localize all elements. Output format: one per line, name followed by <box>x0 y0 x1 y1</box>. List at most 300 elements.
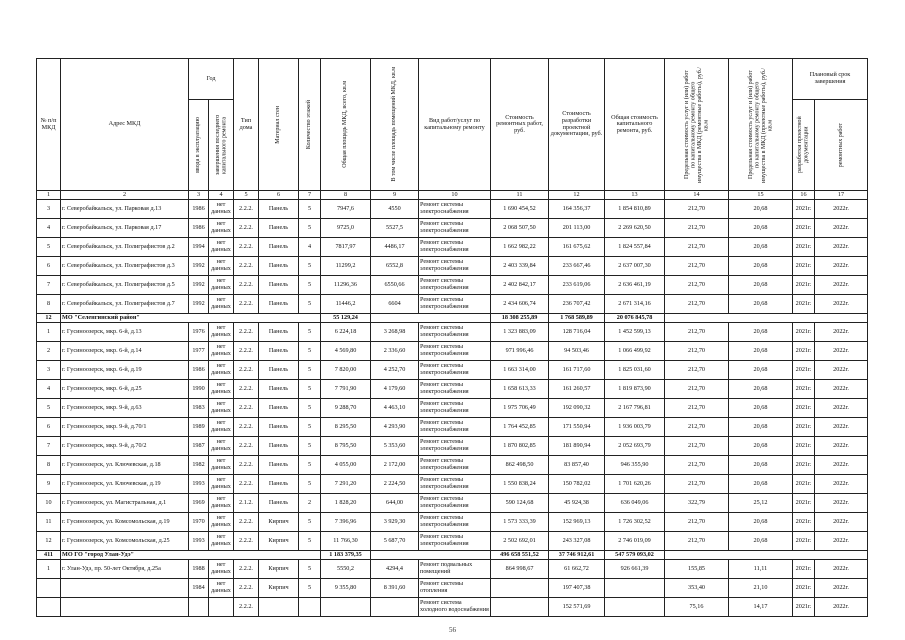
table-row <box>37 456 868 475</box>
table-cell: 212,70 <box>665 475 729 494</box>
table-cell: 20,68 <box>729 532 793 551</box>
table-cell: 644,00 <box>371 494 419 513</box>
table-cell: 2 636 461,19 <box>605 276 665 295</box>
table-cell: Панель <box>259 342 299 361</box>
table-cell: 9 288,70 <box>321 399 371 418</box>
table-cell: 1 975 706,49 <box>491 399 549 418</box>
table-row <box>37 579 868 598</box>
table-cell: нет данных <box>209 295 234 314</box>
table-cell: 322,79 <box>665 494 729 513</box>
table-cell: 4 <box>37 380 61 399</box>
table-cell <box>371 598 419 617</box>
table-cell: 2022г. <box>815 437 868 456</box>
table-cell: 212,70 <box>665 238 729 257</box>
table-cell: 2.2.2. <box>234 200 259 219</box>
table-cell: Панель <box>259 494 299 513</box>
table-cell: 2022г. <box>815 276 868 295</box>
table-cell: 2.2.2. <box>234 295 259 314</box>
table-cell: 1976 <box>189 323 209 342</box>
table-cell: 128 716,04 <box>549 323 605 342</box>
table-cell <box>37 579 61 598</box>
table-cell: 2 <box>299 494 321 513</box>
table-cell: 11 <box>37 513 61 532</box>
column-number-row <box>37 191 868 200</box>
table-cell: 20,68 <box>729 437 793 456</box>
subtotal-area: 1 183 379,35 <box>321 551 371 560</box>
table-cell: нет данных <box>209 342 234 361</box>
table-cell: Панель <box>259 323 299 342</box>
table-cell: 862 498,50 <box>491 456 549 475</box>
table-cell: Кирпич <box>259 560 299 579</box>
table-cell: 6 <box>37 418 61 437</box>
table-cell: 2021г. <box>793 342 815 361</box>
column-number: 10 <box>419 191 491 200</box>
table-cell: г. Гусиноозерск, мкр. 9-й, д.70/2 <box>61 437 189 456</box>
table-cell: 25,12 <box>729 494 793 513</box>
table-cell: 1984 <box>189 579 209 598</box>
table-cell: 5 <box>299 295 321 314</box>
table-cell: 4 463,10 <box>371 399 419 418</box>
table-row <box>37 532 868 551</box>
table-cell: 4486,17 <box>371 238 419 257</box>
table-cell: 2022г. <box>815 579 868 598</box>
table-cell: 164 356,37 <box>549 200 605 219</box>
table-cell: 2022г. <box>815 257 868 276</box>
column-number: 4 <box>209 191 234 200</box>
column-number: 8 <box>321 191 371 200</box>
table-cell: Ремонт системы электроснабжения <box>419 257 491 276</box>
table-cell: 12 <box>37 532 61 551</box>
table-cell: 5 <box>299 276 321 295</box>
table-cell: 2.2.2. <box>234 342 259 361</box>
table-cell: 155,85 <box>665 560 729 579</box>
header-house-type: Тип дома <box>234 59 259 191</box>
table-cell: 2022г. <box>815 560 868 579</box>
table-cell: 2 068 507,50 <box>491 219 549 238</box>
table-cell: Ремонт подвальных помещений <box>419 560 491 579</box>
column-number: 1 <box>37 191 61 200</box>
table-cell: 21,10 <box>729 579 793 598</box>
subtotal-row <box>37 314 868 323</box>
table-cell: 8 391,60 <box>371 579 419 598</box>
table-cell: 5 <box>299 560 321 579</box>
table-cell: нет данных <box>209 361 234 380</box>
table-cell: Ремонт системы электроснабжения <box>419 513 491 532</box>
table-cell: 20,68 <box>729 418 793 437</box>
table-cell: 192 090,32 <box>549 399 605 418</box>
table-cell: 2021г. <box>793 560 815 579</box>
table-cell: 2022г. <box>815 456 868 475</box>
table-cell: 5 353,60 <box>371 437 419 456</box>
table-cell: 243 327,08 <box>549 532 605 551</box>
table-cell: 5 <box>299 532 321 551</box>
table-cell: 2 052 693,79 <box>605 437 665 456</box>
table-cell <box>37 598 61 617</box>
column-number: 11 <box>491 191 549 200</box>
table-row <box>37 342 868 361</box>
table-cell: 2.2.2. <box>234 560 259 579</box>
column-number: 9 <box>371 191 419 200</box>
table-cell: 150 782,02 <box>549 475 605 494</box>
table-cell: 4 055,00 <box>321 456 371 475</box>
table-cell: 212,70 <box>665 380 729 399</box>
table-cell: 1986 <box>189 200 209 219</box>
subtotal-repair: 496 658 551,52 <box>491 551 549 560</box>
table-row <box>37 295 868 314</box>
subtotal-total: 20 076 845,78 <box>605 314 665 323</box>
table-cell: 212,70 <box>665 200 729 219</box>
table-cell: 1986 <box>189 361 209 380</box>
table-cell: 2.2.2. <box>234 238 259 257</box>
table-cell: Панель <box>259 219 299 238</box>
table-row <box>37 219 868 238</box>
header-planned-group: Плановый срок завершения <box>793 59 868 100</box>
table-row <box>37 200 868 219</box>
table-cell: 1 663 314,00 <box>491 361 549 380</box>
table-cell: Панель <box>259 257 299 276</box>
table-cell: 2022г. <box>815 513 868 532</box>
table-row <box>37 418 868 437</box>
table-cell: Панель <box>259 361 299 380</box>
table-cell: 4550 <box>371 200 419 219</box>
table-cell: 1993 <box>189 475 209 494</box>
table-cell: 152 969,13 <box>549 513 605 532</box>
table-cell: 45 924,38 <box>549 494 605 513</box>
table-cell: 161 675,62 <box>549 238 605 257</box>
subtotal-name: МО "Селенгинский район" <box>61 314 321 323</box>
header-floors: Количество этажей <box>299 59 321 191</box>
table-cell: 1 701 620,26 <box>605 475 665 494</box>
table-cell: г. Северобайкальск, ул. Парковая д.17 <box>61 219 189 238</box>
column-number: 7 <box>299 191 321 200</box>
table-cell: г. Гусиноозерск, мкр. 6-й, д.13 <box>61 323 189 342</box>
table-cell: 2 269 620,50 <box>605 219 665 238</box>
table-cell: 20,68 <box>729 380 793 399</box>
table-cell <box>491 598 549 617</box>
table-cell: 7 396,96 <box>321 513 371 532</box>
table-cell: 2022г. <box>815 295 868 314</box>
table-cell: 212,70 <box>665 513 729 532</box>
column-number: 15 <box>729 191 793 200</box>
table-cell: 1 452 599,13 <box>605 323 665 342</box>
table-cell: 201 113,00 <box>549 219 605 238</box>
table-cell: нет данных <box>209 579 234 598</box>
table-cell: 2022г. <box>815 598 868 617</box>
table-cell: 5 <box>299 456 321 475</box>
header-planned-design: разработки проектной документации <box>793 100 815 191</box>
header-num: № п/п МКД <box>37 59 61 191</box>
table-cell: 1986 <box>189 219 209 238</box>
table-cell: 353,40 <box>665 579 729 598</box>
table-cell: 2021г. <box>793 219 815 238</box>
table-cell: 2.1.2. <box>234 494 259 513</box>
table-cell: 7 291,20 <box>321 475 371 494</box>
table-cell: 20,68 <box>729 513 793 532</box>
table-cell: 2.2.2. <box>234 513 259 532</box>
table-cell: 7 <box>37 276 61 295</box>
table-cell: г. Северобайкальск, ул. Полиграфистов д.3 <box>61 257 189 276</box>
table-cell: 2022г. <box>815 238 868 257</box>
table-cell: 5 <box>299 257 321 276</box>
column-number: 2 <box>61 191 189 200</box>
table-cell: Ремонт системы электроснабжения <box>419 295 491 314</box>
table-cell: Ремонт системы отопления <box>419 579 491 598</box>
table-cell: Ремонт системы электроснабжения <box>419 494 491 513</box>
header-address: Адрес МКД <box>61 59 189 191</box>
table-cell: Панель <box>259 437 299 456</box>
table-cell: 3 <box>37 200 61 219</box>
table-cell: нет данных <box>209 399 234 418</box>
table-cell: Панель <box>259 380 299 399</box>
table-row <box>37 475 868 494</box>
table-cell: 20,68 <box>729 295 793 314</box>
table-cell: 20,68 <box>729 276 793 295</box>
table-cell: 2021г. <box>793 323 815 342</box>
table-cell: нет данных <box>209 456 234 475</box>
table-cell: 2021г. <box>793 513 815 532</box>
table-cell <box>491 579 549 598</box>
table-cell: 2021г. <box>793 418 815 437</box>
table-cell: 5550,2 <box>321 560 371 579</box>
table-cell: 4 569,80 <box>321 342 371 361</box>
table-cell: 2 403 339,84 <box>491 257 549 276</box>
table-cell: 5 <box>299 380 321 399</box>
table-cell: 2 <box>37 342 61 361</box>
table-cell: 1 825 031,60 <box>605 361 665 380</box>
table-row <box>37 513 868 532</box>
table-cell: 152 571,69 <box>549 598 605 617</box>
table-cell: 971 996,46 <box>491 342 549 361</box>
table-cell: 1 854 810,89 <box>605 200 665 219</box>
table-cell: 20,68 <box>729 257 793 276</box>
table-cell: нет данных <box>209 200 234 219</box>
table-cell: 2.2.2. <box>234 437 259 456</box>
table-cell: 6552,8 <box>371 257 419 276</box>
table-cell: 1977 <box>189 342 209 361</box>
table-cell: Панель <box>259 200 299 219</box>
table-cell: 2021г. <box>793 456 815 475</box>
table-row <box>37 380 868 399</box>
table-cell: 2021г. <box>793 475 815 494</box>
table-cell: 1 323 883,09 <box>491 323 549 342</box>
header-total-cost: Общая стоимость капитального ремонта, руб. <box>605 59 665 191</box>
table-cell: 212,70 <box>665 257 729 276</box>
table-cell: 212,70 <box>665 399 729 418</box>
table-cell: 1992 <box>189 276 209 295</box>
column-number: 3 <box>189 191 209 200</box>
table-cell: 212,70 <box>665 342 729 361</box>
table-row <box>37 494 868 513</box>
table-cell: Ремонт системы электроснабжения <box>419 437 491 456</box>
table-cell: 1 819 873,90 <box>605 380 665 399</box>
table-cell: г. Улан-Удэ, пр. 50-лет Октября, д.25а <box>61 560 189 579</box>
table-cell: 3 929,30 <box>371 513 419 532</box>
header-year-group: Год <box>189 59 234 100</box>
table-cell: 5 <box>37 399 61 418</box>
table-cell: 5 <box>299 200 321 219</box>
header-repair-cost: Стоимость ремонтных работ, руб. <box>491 59 549 191</box>
table-cell: 7 791,90 <box>321 380 371 399</box>
table-cell: г. Северобайкальск, ул. Полиграфистов д.2 <box>61 238 189 257</box>
table-cell: Ремонт системы электроснабжения <box>419 342 491 361</box>
table-cell: 94 503,46 <box>549 342 605 361</box>
table-cell: 2 172,00 <box>371 456 419 475</box>
table-cell: г. Гусиноозерск, ул. Комсомольская, д.25 <box>61 532 189 551</box>
table-cell: 2021г. <box>793 579 815 598</box>
table-cell: 1 066 499,92 <box>605 342 665 361</box>
table-row <box>37 361 868 380</box>
table-cell: 2021г. <box>793 361 815 380</box>
table-cell: 2 502 692,01 <box>491 532 549 551</box>
table-cell: 2022г. <box>815 399 868 418</box>
table-cell: 1970 <box>189 513 209 532</box>
header-works: Вид работ/услуг по капитальному ремонту <box>419 59 491 191</box>
table-cell: 20,68 <box>729 219 793 238</box>
table-cell: 2 224,50 <box>371 475 419 494</box>
header-wall-material: Материал стен <box>259 59 299 191</box>
table-cell: 2.2.2. <box>234 418 259 437</box>
table-cell: 2.2.2. <box>234 380 259 399</box>
table-cell: 1969 <box>189 494 209 513</box>
table-cell: г. Гусиноозерск, мкр. 9-й, д.70/1 <box>61 418 189 437</box>
table-cell: 1 550 838,24 <box>491 475 549 494</box>
table-cell: 14,17 <box>729 598 793 617</box>
table-cell: 2.2.2. <box>234 579 259 598</box>
table-cell: 212,70 <box>665 323 729 342</box>
table-cell: 1 <box>37 560 61 579</box>
table-cell: 233 619,06 <box>549 276 605 295</box>
table-row <box>37 560 868 579</box>
table-cell <box>299 598 321 617</box>
table-row <box>37 399 868 418</box>
table-cell: 2 746 019,09 <box>605 532 665 551</box>
table-cell: 2.2.2. <box>234 532 259 551</box>
subtotal-num: 411 <box>37 551 61 560</box>
table-cell: нет данных <box>209 238 234 257</box>
table-cell: Ремонт системы электроснабжения <box>419 418 491 437</box>
table-cell: 2021г. <box>793 598 815 617</box>
table-cell: 5 <box>299 361 321 380</box>
table-cell <box>605 598 665 617</box>
table-cell: 2022г. <box>815 532 868 551</box>
table-cell: 1983 <box>189 399 209 418</box>
table-cell: 2021г. <box>793 399 815 418</box>
table-cell: нет данных <box>209 380 234 399</box>
table-cell: Панель <box>259 456 299 475</box>
table-cell: 8 795,50 <box>321 437 371 456</box>
table-cell: 20,68 <box>729 456 793 475</box>
table-cell: 20,68 <box>729 361 793 380</box>
table-cell: Панель <box>259 475 299 494</box>
column-number: 16 <box>793 191 815 200</box>
table-cell: 236 707,42 <box>549 295 605 314</box>
table-cell: 5 <box>299 475 321 494</box>
table-cell: 1993 <box>189 532 209 551</box>
table-row <box>37 257 868 276</box>
table-cell: 2022г. <box>815 494 868 513</box>
table-cell: г. Гусиноозерск, ул. Ключевская, д.18 <box>61 456 189 475</box>
table-cell: 11299,2 <box>321 257 371 276</box>
table-cell: 2.2.2. <box>234 598 259 617</box>
table-cell: 5 <box>299 513 321 532</box>
table-cell: 2 637 007,30 <box>605 257 665 276</box>
table-cell: 2 434 606,74 <box>491 295 549 314</box>
table-cell: 2.2.2. <box>234 257 259 276</box>
subtotal-repair: 18 308 255,89 <box>491 314 549 323</box>
table-cell: 2022г. <box>815 323 868 342</box>
table-cell: 8 <box>37 295 61 314</box>
table-cell: Ремонт системы электроснабжения <box>419 276 491 295</box>
table-row <box>37 238 868 257</box>
table-cell: 1 690 454,52 <box>491 200 549 219</box>
table-cell: 1 573 333,39 <box>491 513 549 532</box>
table-cell: 2021г. <box>793 295 815 314</box>
subtotal-num: 12 <box>37 314 61 323</box>
table-cell: 2.2.2. <box>234 323 259 342</box>
repair-register-table <box>36 58 868 617</box>
table-cell: 926 661,39 <box>605 560 665 579</box>
table-cell <box>189 598 209 617</box>
table-cell: 4 293,90 <box>371 418 419 437</box>
table-cell: г. Гусиноозерск, ул. Комсомольская, д.19 <box>61 513 189 532</box>
table-cell: 61 662,72 <box>549 560 605 579</box>
header-residential-area: В том числе площадь помещений МКД, кв.м <box>371 59 419 191</box>
table-cell: 2021г. <box>793 200 815 219</box>
table-cell: 1 828,20 <box>321 494 371 513</box>
table-cell: г. Северобайкальск, ул. Парковая д.13 <box>61 200 189 219</box>
table-cell: 20,68 <box>729 200 793 219</box>
table-cell: 5 <box>299 418 321 437</box>
table-cell: г. Гусиноозерск, мкр. 6-й, д.25 <box>61 380 189 399</box>
table-cell: 212,70 <box>665 456 729 475</box>
table-cell: 171 550,94 <box>549 418 605 437</box>
table-cell: 11296,36 <box>321 276 371 295</box>
table-cell: 5 <box>299 399 321 418</box>
header-total-area: Общая площадь МКД, всего, кв.м <box>321 59 371 191</box>
table-cell: 3 <box>37 361 61 380</box>
table-cell: 5 <box>299 342 321 361</box>
table-cell: 1992 <box>189 295 209 314</box>
table-cell: 2 671 314,16 <box>605 295 665 314</box>
table-cell: нет данных <box>209 513 234 532</box>
table-cell: 864 998,67 <box>491 560 549 579</box>
table-cell: 4 <box>37 219 61 238</box>
table-cell: Панель <box>259 276 299 295</box>
table-cell: 2.2.2. <box>234 276 259 295</box>
table-cell: Кирпич <box>259 532 299 551</box>
table-cell: 2021г. <box>793 532 815 551</box>
table-cell: 6 <box>37 257 61 276</box>
table-cell: 636 049,06 <box>605 494 665 513</box>
table-cell: г. Гусиноозерск, мкр. 9-й, д.63 <box>61 399 189 418</box>
table-cell: 4 <box>299 238 321 257</box>
table-cell: 5 <box>37 238 61 257</box>
table-cell: 10 <box>37 494 61 513</box>
table-cell: 181 890,94 <box>549 437 605 456</box>
table-cell: 2 167 796,81 <box>605 399 665 418</box>
table-body <box>37 200 868 617</box>
table-cell: 2.2.2. <box>234 456 259 475</box>
table-cell: 212,70 <box>665 418 729 437</box>
table-cell: 212,70 <box>665 219 729 238</box>
table-cell: 5527,5 <box>371 219 419 238</box>
table-cell: 1 662 982,22 <box>491 238 549 257</box>
table-cell <box>61 598 189 617</box>
table-cell: 2021г. <box>793 380 815 399</box>
table-row <box>37 437 868 456</box>
table-cell: 4 179,60 <box>371 380 419 399</box>
table-cell: Ремонт системы электроснабжения <box>419 200 491 219</box>
